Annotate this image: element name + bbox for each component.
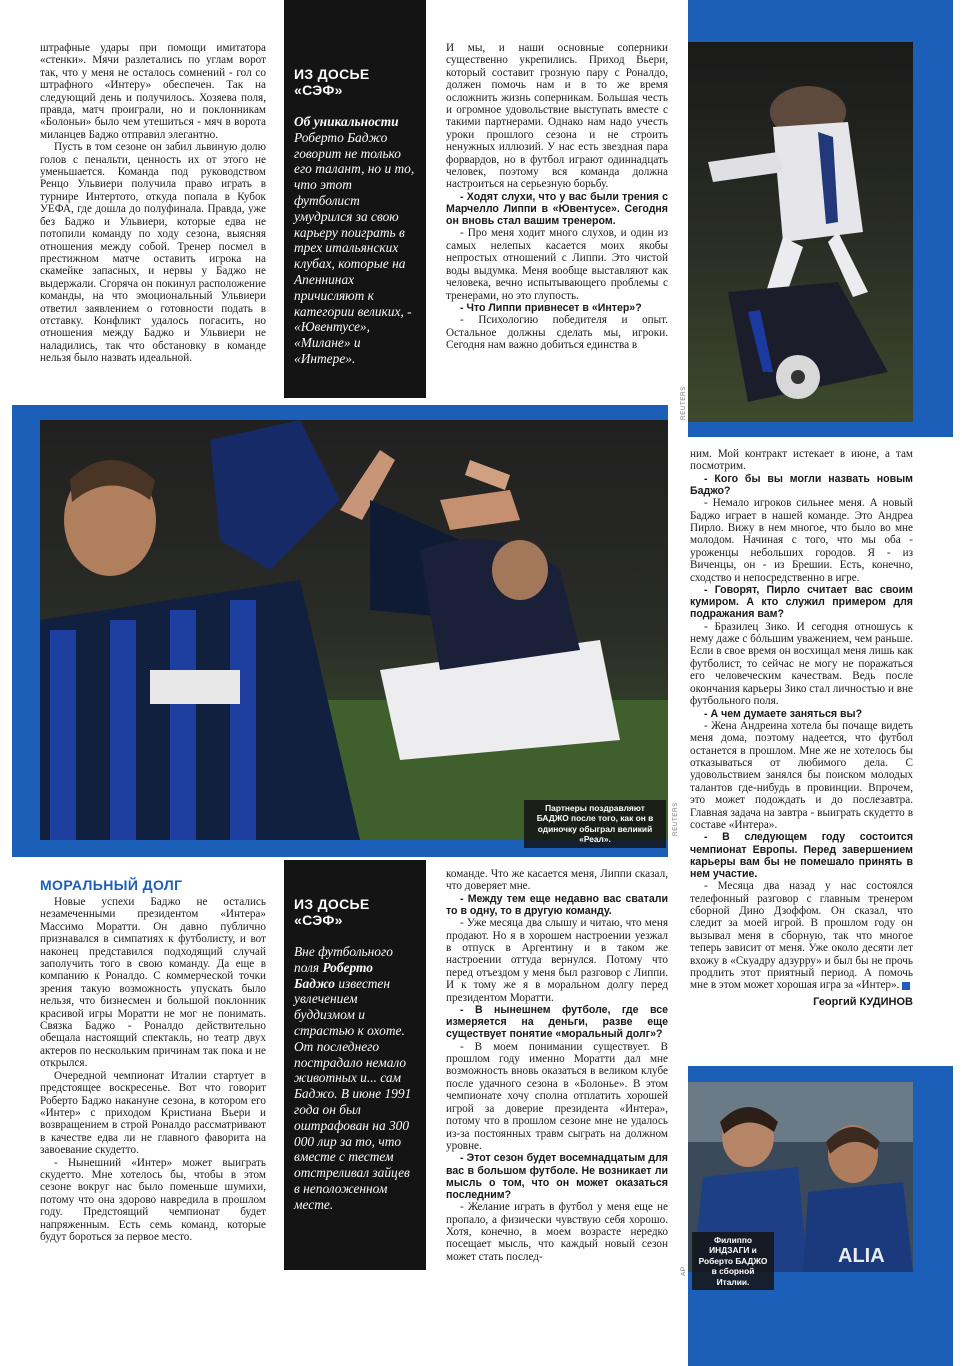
author-signature: Георгий КУДИНОВ: [813, 995, 913, 1008]
dossier-title: ИЗ ДОСЬЕ «СЭФ»: [294, 896, 370, 928]
paragraph: штрафные удары при помощи имитатора «стенки». Мячи разлетались по углам ворот так, что у меня не осталось сомнений - гол со штрафного «Интеру» обеспечен. Так на следующий день и получилось. Хозяева поля, правда, матч проиграли, но и поклонникам «Болоньи» было чем утешиться - мяч в ворота миланцев Баджо отправил элегантно.: [40, 42, 266, 141]
section-heading-moral-duty: МОРАЛЬНЫЙ ДОЛГ: [40, 877, 183, 893]
paragraph-text: - Немало игроков сильнее меня. А новый Баджо играет в нашей команде. Это Андреа Пирло. Вижу в нем многое, что было во мне молодом. Начиная с того, что мы оба - уроженцы небольших городов. Я - из Виченцы, он - из Брешии. Есть, конечно, сходство и непосредственно в игре.: [690, 497, 913, 584]
interview-question: [446, 893, 668, 917]
interview-question: [446, 191, 668, 228]
photo-credit: REUTERS: [672, 802, 679, 836]
interview-question: [690, 473, 913, 497]
dossier-body: известен увлечением буддизмом и страстью к охоте. От последнего пострадало немало животных и... сам Баджо. В июне 1991 года он был оштрафован на 300 000 лир за то, что вместе с тестем отстреливал зайцев в неположенном месте.: [294, 975, 412, 1212]
dossier-lead: Вне футбольного поля: [294, 944, 393, 975]
paragraph: [446, 1041, 668, 1153]
paragraph: Пусть в том сезоне он забил львиную долю голов с пенальти, ценность их от этого не уменьшается. Команда под руководством Ренцо Ульвиери получила право играть в турнире Интертото, откуда попала в Кубок УЕФА, где дошла до полуфинала. Правда, уже без Баджо и Ульвиери, которые едва не потопили команду по ходу сезона, выясняя отношения между собой. Тренер посмел в престижном матче оставить игрока на скамейке запасных, и нервы у Баджо не выдержали. Сгоряча он покинул расположение команды, на что эмоциональный Ульвиери ответил заявлением о готовности подать в отставку. Конфликт удалось погасить, но отношения между Баджо и Ульвиери не наладились, так что обстановку в команде нельзя было назвать идеальной.: [40, 141, 266, 365]
paragraph-text: ним. Мой контракт истекает в июне, а там посмотрим.: [690, 448, 913, 473]
paragraph: Очередной чемпионат Италии стартует в предстоящее воскресенье. Вот что говорит Роберто Баджо накануне сезона, в котором его «Интер» с приходом Кристиана Вьери и возвращением в строй Роналдо рассматривают в качестве едва ли не главного фаворита на завоевание скудетто.: [40, 1069, 266, 1157]
photo-caption-main: Партнеры поздравляют БАДЖО после того, как он в одиночку обыграл великий «Реал».: [524, 800, 666, 848]
paragraph: [690, 621, 913, 708]
photo-credit: REUTERS: [680, 386, 687, 420]
paragraph-text: - Говорят, Пирло считает вас своим кумиром. А кто служил примером для подражания вам?: [690, 584, 913, 621]
paragraph-text: - Месяца два назад у нас состоялся телефонный разговор с главным тренером сборной Дино Дзоффом. Он сказал, что следит за моей игрой. В прошлом году он вызывал меня в сборную, так что многое теперь зависит от меня. Уже около десяти лет вхожу в «Скуадру адзурру» и был бы не прочь продлить этот приятный период. А помочь мне в этом может хорошая игра за «Интер».: [690, 880, 913, 992]
dossier-name: Роберто Баджо: [294, 959, 373, 991]
photo-baggio-jumping: [688, 42, 913, 422]
article-column-4: [690, 448, 913, 1008]
paragraph: [446, 917, 668, 1004]
paragraph: - Нынешний «Интер» может выиграть скудетто. Мне хотелось бы, чтобы в этом сезоне вокруг нас было поменьше шумихи, потому что она здорово навредила в прошлом году. Предстоящий чемпионат будет напряженным. Есть семь команд, которые будут бороться за первое место.: [40, 1156, 266, 1243]
paragraph: [690, 497, 913, 584]
paragraph-text: - Психологию победителя и опыт. Остальное должны сделать мы, игроки. Сегодня нам важно добиться единства в: [446, 314, 668, 351]
paragraph-text: - Уже месяца два слышу и читаю, что меня продают. Но я в хорошем настроении уезжал в отпуск в Аргентину и в таком же настроении оттуда вернулся. Потому что перед отъездом у меня был разговор с Липпи. И к тому же я в моральном долгу перед президентом Моратти.: [446, 917, 668, 1004]
paragraph-text: - В моем понимании существует. В прошлом году именно Моратти дал мне возможность вновь оказаться в великом клубе после удачного сезона в «Болонье». В этом чемпионате хочу сполна отплатить хорошей игрой за доверие президента «Интера», потому что в прошлом сезоне мне не удалось из-за постоянных травм сыграть на должном уровне.: [446, 1040, 668, 1152]
article-column-1-top: [40, 42, 266, 365]
paragraph: [690, 720, 913, 832]
dossier-box-1: [284, 0, 426, 398]
paragraph: [446, 314, 668, 351]
paragraph-text: - Ходят слухи, что у вас были трения с Марчелло Липпи в «Ювентусе». Сегодня он вновь стал вашим тренером.: [446, 190, 668, 228]
paragraph: Новые успехи Баджо не остались незамеченными президентом «Интера» Массимо Моратти. Он давно публично признавался в симпатиях к футболисту, и вот наконец представился подходящий случай заполучить того в свою команду. Да еще в компанию к Роналдо. С коммерческой точки зрения такую возможность упускать было нельзя, что бизнесмен и большой поклонник красивой игры Моратти не мог не понимать. Связка Баджо - Роналдо действительно обещала настоящий спектакль, но театр двух актеров по нескольким причинам так пока и не открылся.: [40, 896, 266, 1070]
article-column-3-top: [446, 42, 668, 351]
photo-credit: AP: [680, 1266, 687, 1276]
paragraph-text: И мы, и наши основные соперники существенно укрепились. Приход Вьери, который составит грозную пару с Роналдо, должен помочь нам и в то же время осложнить жизнь соперникам. Большая честь и огромное удовольствие выступать вместе с такими партнерами. Однако нам надо учесть уроки прошлого сезона и не строить ненужных иллюзий. У нас есть звездная пара форвардов, но в футбол играют одиннадцать человек, поэтому вся команда должна настроиться на серьезную борьбу.: [446, 42, 668, 191]
article-column-1-bottom: [40, 896, 266, 1243]
interview-question: [690, 584, 913, 621]
end-square-icon: [902, 982, 910, 990]
paragraph: [446, 42, 668, 191]
paragraph: [446, 868, 668, 893]
dossier-text: [294, 114, 416, 367]
paragraph: [446, 227, 668, 301]
interview-question: [690, 708, 913, 720]
paragraph-text: - Жена Андреина хотела бы почаще видеть меня дома, поэтому надеется, что футбол останется в прошлом. Мне же не хотелось бы отказываться от любимого дела. С удовольствием занялся бы поиском молодых талантов где-нибудь в провинции. Впрочем, это может подождать и до послезавтра. Главная задача на завтра - выиграть скудетто в составе «Интера».: [690, 719, 913, 831]
photo-celebration: [40, 420, 668, 840]
interview-question: [446, 1152, 668, 1201]
paragraph-text: - Про меня ходит много слухов, и один из самых нелепых касается моих якобы непростых отношений с Липпи. Это чистой воды выдумка. Меня вообще выставляют как человека, вечно испытывающего проблемы с тренерами, но это глупость.: [446, 227, 668, 302]
paragraph-text: - В нынешнем футболе, где все измеряется на деньги, разве еще существует понятие «моральный долг»?: [446, 1004, 668, 1041]
paragraph-text: - Кого бы вы могли назвать новым Баджо?: [690, 472, 913, 498]
paragraph: [446, 1201, 668, 1263]
dossier-lead: Об уникальности: [294, 114, 399, 129]
paragraph-text: - Между тем еще недавно вас сватали то в одну, то в другую команду.: [446, 892, 668, 918]
article-column-3-bottom: [446, 868, 668, 1263]
paragraph-text: - В следующем году состоится чемпионат Европы. Перед завершением карьеры вам бы не помешало принять в нем участие.: [690, 831, 913, 880]
interview-question: [446, 302, 668, 314]
svg-text:ALIA: ALIA: [838, 1245, 885, 1267]
dossier-text: [294, 944, 416, 1213]
dossier-box-2: [284, 860, 426, 1270]
interview-question: [690, 831, 913, 880]
paragraph-text: - А чем думаете заняться вы?: [704, 707, 863, 720]
paragraph: [690, 448, 913, 473]
paragraph-text: - Желание играть в футбол у меня еще не пропало, а физически чувствую себя хорошо. Хотя, конечно, в моем возрасте нередко посещает мысль, что каждый новый сезон может стать послед-: [446, 1201, 668, 1263]
dossier-body: Роберто Баджо говорит не только его талант, но и то, что этот футболист умудрился за свою карьеру поиграть в трех итальянских клубах, которые на Апеннинах причисляют к категории великих, - «Ювентусе», «Милане» и «Интере».: [294, 129, 415, 366]
interview-question: [446, 1004, 668, 1041]
paragraph-text: команде. Что же касается меня, Липпи сказал, что доверяет мне.: [446, 868, 668, 893]
dossier-title: ИЗ ДОСЬЕ «СЭФ»: [294, 66, 370, 98]
paragraph: [690, 880, 913, 992]
paragraph-text: - Что Липпи привнесет в «Интер»?: [460, 301, 642, 314]
paragraph-text: - Этот сезон будет восемнадцатым для вас в большом футболе. Не возникает ли мысль о том, что он может оказаться последним?: [446, 1152, 668, 1201]
photo-caption-small: Филиппо ИНДЗАГИ и Роберто БАДЖО в сборной Италии.: [692, 1232, 774, 1290]
paragraph-text: - Бразилец Зико. И сегодня отношусь к нему даже с бóльшим уважением, чем раньше. Если в свое время он восхищал меня лишь как футболист, то сейчас не могу не поражаться его человеческим качествам. Ведь после окончания карьеры Зико стал личностью и вне футбольного поля.: [690, 620, 913, 708]
